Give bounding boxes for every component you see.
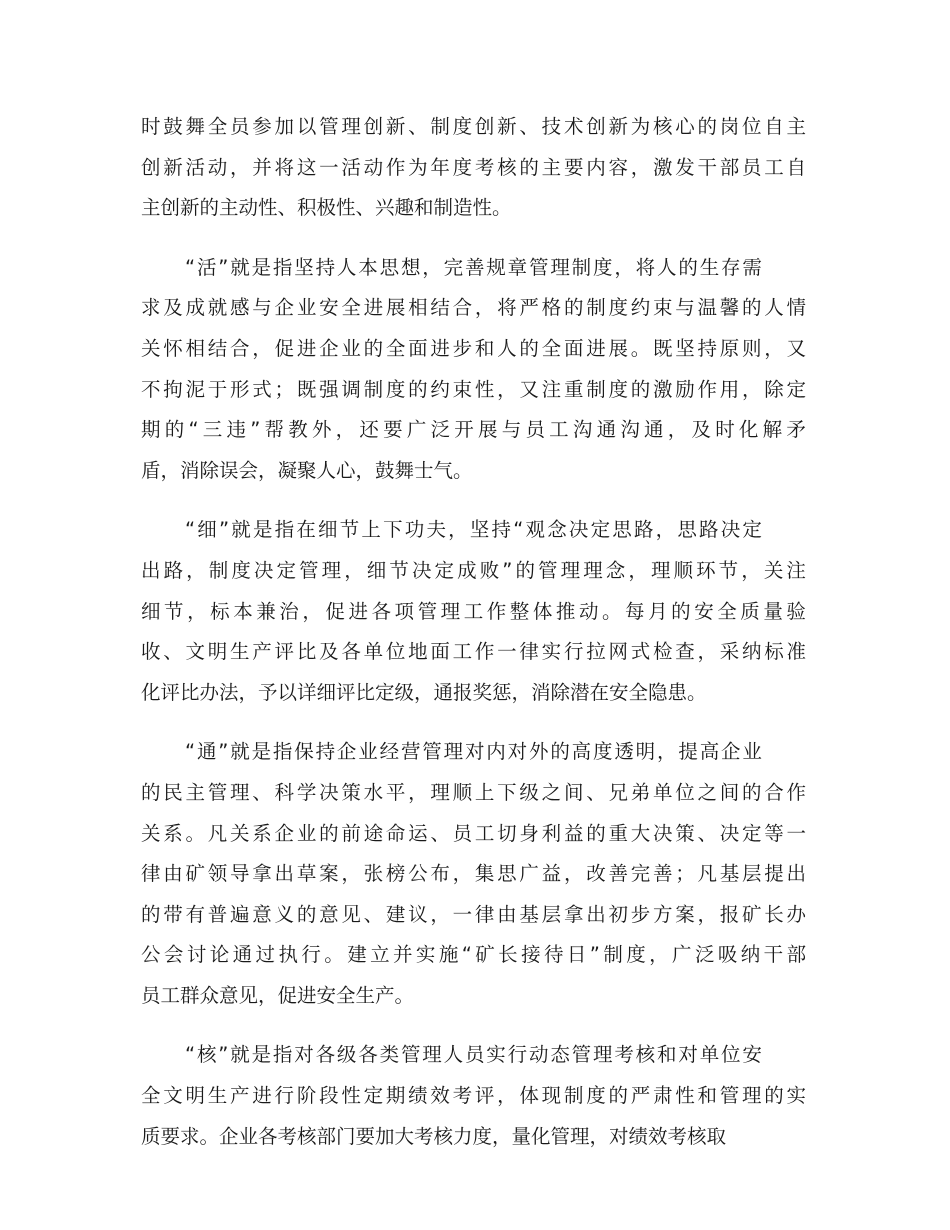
paragraph	[141, 732, 810, 1016]
text-line: 的民主管理、科学决策水平，理顺上下级之间、兄弟单位之间的合作	[141, 780, 809, 804]
text-line: 关怀相结合，促进企业的全面进步和人的全面进展。既坚持原则，又	[141, 336, 809, 360]
text-line: 律由矿领导拿出草案，张榜公布，集思广益，改善完善；凡基层提出	[141, 862, 809, 886]
text-line: 化评比办法，予以详细评比定级，通报奖惩，消除潜在安全隐患。	[141, 680, 707, 704]
text-line: “通”就是指保持企业经营管理对内对外的高度透明，提高企业	[185, 740, 764, 764]
text-line: 期的“三违”帮教外，还要广泛开展与员工沟通沟通，及时化解矛	[141, 418, 811, 442]
paragraph	[141, 248, 811, 492]
text-line: 关系。凡关系企业的前途命运、员工切身利益的重大决策、决定等一	[141, 821, 809, 845]
paragraph	[141, 510, 810, 713]
text-line: 时鼓舞全员参加以管理创新、制度创新、技术创新为核心的岗位自主	[141, 115, 809, 138]
text-line: 全文明生产进行阶段性定期绩效考评，体现制度的严肃性和管理的实	[141, 1084, 809, 1108]
paragraph	[141, 107, 809, 229]
text-line: 细节，标本兼治，促进各项管理工作整体推动。每月的安全质量验	[141, 599, 810, 623]
document-body	[141, 107, 811, 1176]
text-line: 盾，消除误会，凝聚人心，鼓舞士气。	[141, 458, 473, 482]
text-line: “核”就是指对各级各类管理人员实行动态管理考核和对单位安	[185, 1043, 764, 1067]
text-line: “细”就是指在细节上下功夫，坚持“观念决定思路，思路决定	[185, 518, 765, 542]
text-line: 收、文明生产评比及各单位地面工作一律实行拉网式检查，采纳标准	[141, 640, 809, 664]
text-line: 员工群众意见，促进安全生产。	[141, 983, 415, 1007]
text-line: 主创新的主动性、积极性、兴趣和制造性。	[141, 196, 512, 220]
text-line: 出路，制度决定管理，细节决定成败”的管理理念，理顺环节，关注	[141, 558, 810, 582]
text-line: 创新活动，并将这一活动作为年度考核的主要内容，激发干部员工自	[141, 155, 809, 179]
text-line: 求及成就感与企业安全进展相结合，将严格的制度约束与温馨的人情	[141, 296, 809, 320]
text-line: 质要求。企业各考核部门要加大考核力度，量化管理，对绩效考核取	[141, 1124, 727, 1148]
text-line: 的带有普遍意义的意见、建议，一律由基层拿出初步方案，报矿长办	[141, 902, 809, 926]
text-line: 公会讨论通过执行。建立并实施“矿长接待日”制度，广泛吸纳干部	[141, 943, 810, 967]
paragraph	[141, 1035, 809, 1157]
text-line: 不拘泥于形式；既强调制度的约束性，又注重制度的激励作用，除定	[141, 377, 809, 401]
text-line: “活”就是指坚持人本思想，完善规章管理制度，将人的生存需	[185, 255, 764, 279]
